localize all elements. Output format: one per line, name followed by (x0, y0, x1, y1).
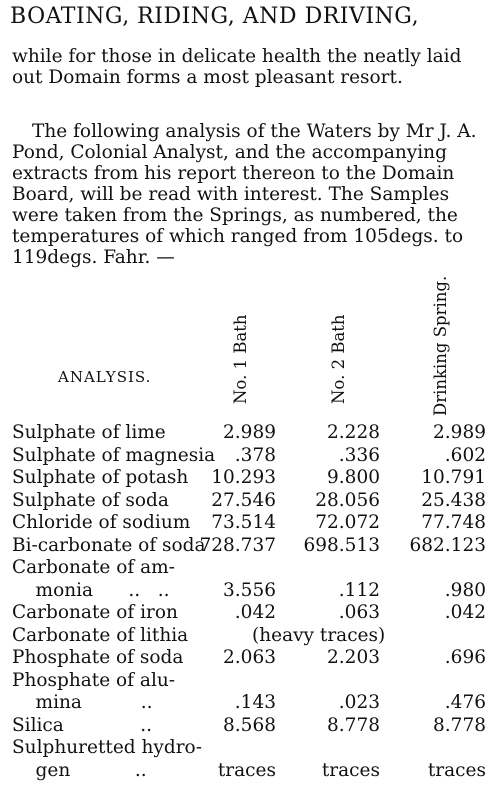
cell-v1: .378 (234, 444, 276, 466)
table-row (12, 670, 487, 692)
cell-v1: .143 (234, 692, 276, 713)
column-header-bath-1: No. 1 Bath (231, 314, 250, 404)
cell-v1: 27.546 (211, 489, 276, 511)
page-header: BOATING, RIDING, AND DRIVING, (10, 4, 420, 29)
row-label: Carbonate of lithia (12, 624, 189, 646)
cell-v3: 682.123 (409, 534, 486, 556)
row-label: Chloride of sodium (12, 512, 191, 533)
table-row (12, 557, 487, 579)
cell-v2: traces (321, 759, 380, 781)
cell-v1: .042 (234, 602, 276, 623)
row-label: Silica .. (12, 714, 153, 736)
cell-v2: 8.778 (327, 714, 380, 736)
table-row (12, 715, 487, 737)
cell-v2: 28.056 (315, 489, 380, 511)
cell-v1: traces (217, 759, 276, 781)
table-row (12, 535, 487, 557)
row-label: monia .. .. (12, 579, 170, 601)
table-row (12, 647, 487, 669)
row-spanning-value: (heavy traces) (252, 624, 386, 646)
row-label: Bi-carbonate of soda (12, 534, 206, 556)
cell-v2: 2.203 (327, 647, 380, 668)
analysis-label: ANALYSIS. (58, 368, 152, 386)
table-row (12, 422, 487, 444)
table-row (12, 625, 487, 647)
row-label: Sulphate of lime (12, 422, 166, 443)
cell-v2: 2.228 (327, 422, 380, 443)
table-row (12, 692, 487, 714)
cell-v3: .042 (444, 602, 486, 623)
cell-v2: .112 (338, 579, 380, 601)
cell-v2: 72.072 (315, 512, 380, 533)
cell-v3: 2.989 (433, 422, 486, 443)
cell-v2: 698.513 (303, 534, 380, 556)
cell-v1: 2.063 (223, 647, 276, 668)
paragraph-1: while for those in delicate health the neatly laid out Domain forms a most pleasant resort. (12, 46, 462, 88)
column-header-drinking-spring: Drinking Spring. (431, 275, 450, 416)
cell-v3: .602 (444, 444, 486, 466)
column-header-bath-2: No. 2 Bath (329, 314, 348, 404)
cell-v3: 25.438 (421, 489, 486, 511)
cell-v3: .696 (444, 647, 486, 668)
cell-v1: 728.737 (199, 534, 276, 556)
row-label: Carbonate of iron (12, 602, 178, 623)
row-label: Sulphuretted hydro- (12, 737, 202, 758)
row-label: Phosphate of alu- (12, 669, 176, 691)
cell-v1: 10.293 (211, 467, 276, 488)
cell-v3: 8.778 (433, 714, 486, 736)
row-label: gen .. (12, 759, 147, 781)
paragraph-2: The following analysis of the Waters by Mr J. A. Pond, Colonial Analyst, and the accompanying extracts from his report thereon to the Domain Board, will be read with interest. The Samples were taken from the Springs, as numbered, the temperatures of which ranged from 105degs. to 119degs. Fahr. — (12, 121, 477, 268)
cell-v1: 2.989 (223, 422, 276, 443)
table-row (12, 490, 487, 512)
cell-v2: .023 (338, 692, 380, 713)
row-label: Sulphate of potash (12, 467, 189, 488)
cell-v1: 8.568 (223, 714, 276, 736)
table-row (12, 467, 487, 489)
cell-v3: 77.748 (421, 512, 486, 533)
table-row (12, 737, 487, 759)
cell-v2: .063 (338, 602, 380, 623)
table-row (12, 602, 487, 624)
cell-v3: 10.791 (421, 467, 486, 488)
row-label: mina .. (12, 692, 153, 713)
table-row (12, 760, 487, 782)
cell-v2: 9.800 (327, 467, 380, 488)
table-row (12, 580, 487, 602)
cell-v2: .336 (338, 444, 380, 466)
cell-v1: 73.514 (211, 512, 276, 533)
table-row (12, 445, 487, 467)
cell-v3: .980 (444, 579, 486, 601)
row-label: Sulphate of soda (12, 489, 169, 511)
cell-v3: traces (427, 759, 486, 781)
table-row (12, 512, 487, 534)
row-label: Phosphate of soda (12, 647, 184, 668)
row-label: Carbonate of am- (12, 557, 175, 578)
row-label: Sulphate of magnesia (12, 444, 216, 466)
cell-v1: 3.556 (223, 579, 276, 601)
cell-v3: .476 (444, 692, 486, 713)
